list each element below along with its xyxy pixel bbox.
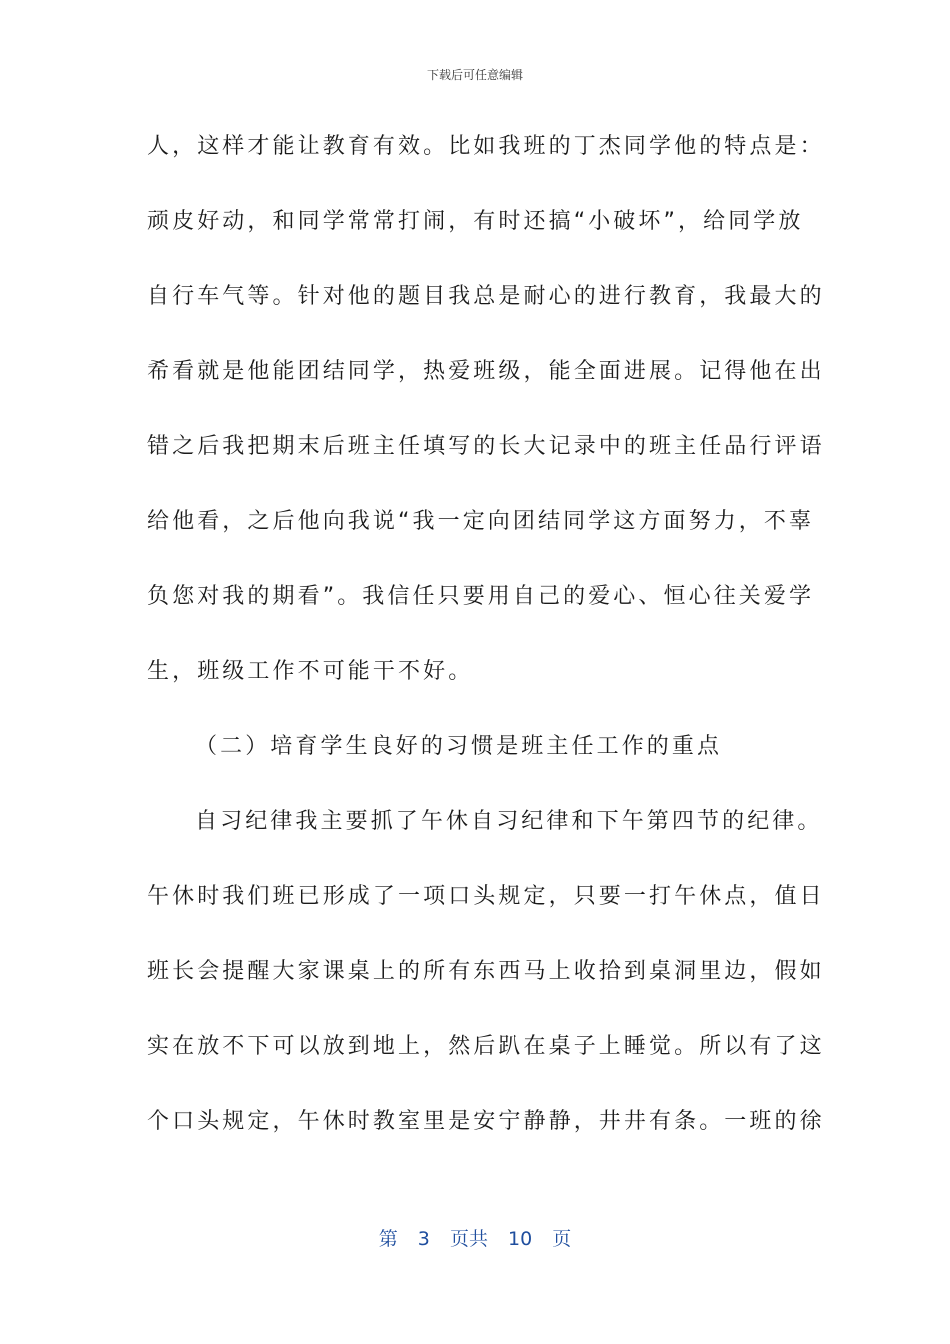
body-line: 实在放不下可以放到地上，然后趴在桌子上睡觉。所以有了这	[147, 1034, 825, 1059]
section-heading: （二）培育学生良好的习惯是班主任工作的重点	[195, 734, 723, 759]
body-line: 午休时我们班已形成了一项口头规定，只要一打午休点，值日	[147, 884, 825, 909]
footer-total-pages: 10	[508, 1228, 533, 1250]
body-line: 顽皮好动，和同学常常打闹，有时还搞“小破坏”，给同学放	[147, 209, 804, 234]
body-line: 给他看，之后他向我说“我一定向团结同学这方面努力，不辜	[147, 509, 815, 534]
body-line: 生，班级工作不可能干不好。	[147, 659, 474, 684]
body-line: 错之后我把期末后班主任填写的长大记录中的班主任品行评语	[147, 434, 825, 459]
footer-suffix: 页	[552, 1228, 572, 1250]
footer-middle: 页共	[449, 1228, 488, 1250]
document-body	[147, 124, 825, 1174]
body-line: 自行车气等。针对他的题目我总是耐心的进行教育，我最大的	[147, 284, 825, 309]
body-line: 希看就是他能团结同学，热爱班级，能全面进展。记得他在出	[147, 359, 825, 384]
body-line: 个口头规定，午休时教室里是安宁静静，井井有条。一班的徐	[147, 1109, 825, 1134]
body-line: 班长会提醒大家课桌上的所有东西马上收拾到桌洞里边，假如	[147, 959, 825, 984]
page-header: 下载后可任意编辑	[426, 68, 523, 82]
body-line: 负您对我的期看”。我信任只要用自己的爱心、恒心往关爱学	[147, 584, 815, 609]
footer-current-page: 3	[417, 1228, 430, 1250]
body-line: 人，这样才能让教育有效。比如我班的丁杰同学他的特点是：	[147, 134, 825, 159]
footer-prefix: 第	[378, 1228, 398, 1250]
body-line: 自习纪律我主要抓了午休自习纪律和下午第四节的纪律。	[195, 809, 823, 834]
page-footer	[0, 1224, 950, 1251]
